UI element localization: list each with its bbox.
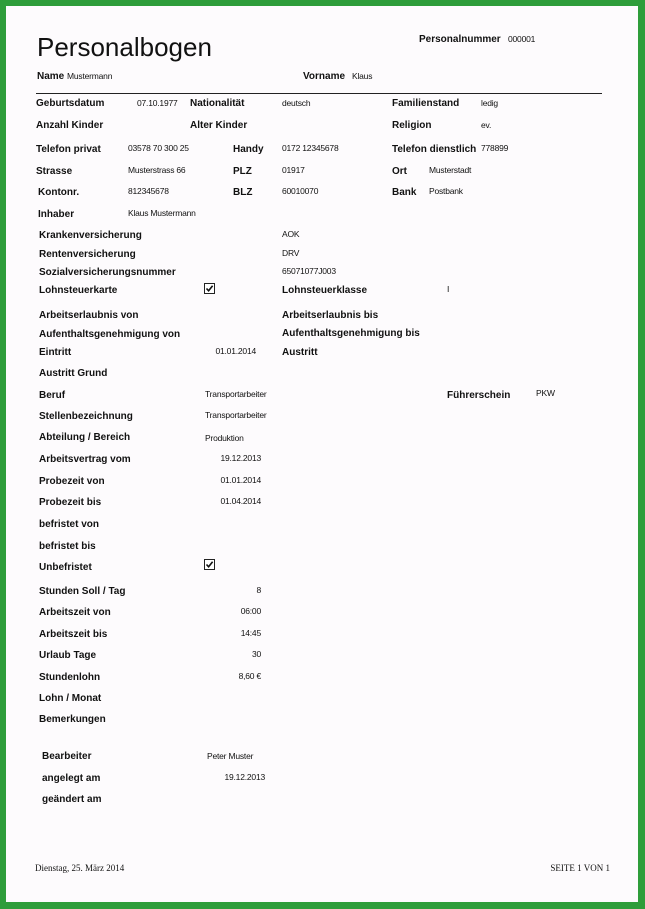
plz-label: PLZ — [233, 166, 252, 177]
lohnsteuerkarte-checkbox[interactable] — [204, 283, 215, 294]
bemerkungen-label: Bemerkungen — [39, 714, 106, 725]
lohnsteuerkarte-label: Lohnsteuerkarte — [39, 285, 118, 296]
checkmark-icon — [205, 560, 214, 569]
befristet-von-label: befristet von — [39, 519, 100, 530]
plz-value: 01917 — [282, 165, 305, 175]
renten-label: Rentenversicherung — [39, 249, 136, 260]
urlaub-value: 30 — [251, 649, 261, 659]
austritt-grund-label: Austritt Grund — [39, 368, 108, 379]
nationalitaet-value: deutsch — [282, 98, 311, 108]
vorname-value: Klaus — [352, 71, 373, 81]
stunden-label: Stunden Soll / Tag — [39, 586, 126, 597]
footer-date: Dienstag, 25. März 2014 — [35, 863, 125, 873]
befristet-bis-label: befristet bis — [39, 541, 96, 552]
stelle-label: Stellenbezeichnung — [39, 411, 133, 422]
personalnummer-value: 000001 — [508, 34, 536, 44]
telefon-dienst-label: Telefon dienstlich — [392, 144, 477, 155]
stelle-value: Transportarbeiter — [205, 410, 267, 420]
probe-bis-value: 01.04.2014 — [220, 496, 261, 506]
az-von-label: Arbeitszeit von — [39, 607, 111, 618]
abteilung-value: Produktion — [205, 433, 244, 443]
inhaber-label: Inhaber — [38, 209, 75, 220]
vertrag-label: Arbeitsvertrag vom — [39, 454, 131, 465]
lohn-label: Lohn / Monat — [39, 693, 102, 704]
kinder-label: Anzahl Kinder — [36, 120, 104, 131]
probe-von-value: 01.01.2014 — [220, 475, 261, 485]
az-von-value: 06:00 — [240, 606, 261, 616]
ort-value: Musterstadt — [429, 165, 472, 175]
vertrag-value: 19.12.2013 — [220, 453, 261, 463]
lohnsteuerklasse-label: Lohnsteuerklasse — [282, 285, 368, 296]
telefon-dienst-value: 778899 — [481, 143, 509, 153]
beruf-label: Beruf — [39, 390, 66, 401]
bearbeiter-value: Peter Muster — [207, 751, 254, 761]
blz-value: 60010070 — [282, 186, 319, 196]
nationalitaet-label: Nationalität — [190, 98, 245, 109]
geaendert-label: geändert am — [42, 794, 102, 805]
stundenlohn-label: Stundenlohn — [39, 672, 101, 683]
fuehrerschein-label: Führerschein — [447, 390, 511, 401]
telefon-value: 03578 70 300 25 — [128, 143, 189, 153]
page-title: Personalbogen — [37, 32, 212, 62]
sozial-value: 65071077J003 — [282, 266, 336, 276]
kranken-label: Krankenversicherung — [39, 230, 142, 241]
stunden-value: 8 — [256, 585, 261, 595]
renten-value: DRV — [282, 248, 300, 258]
footer-page-number: SEITE 1 VON 1 — [550, 863, 610, 873]
familienstand-value: ledig — [481, 98, 498, 108]
header-divider — [36, 93, 602, 94]
geburtsdatum-value: 07.10.1977 — [137, 98, 178, 108]
familienstand-label: Familienstand — [392, 98, 460, 109]
konto-value: 812345678 — [128, 186, 169, 196]
probe-von-label: Probezeit von — [39, 476, 105, 487]
ort-label: Ort — [392, 166, 407, 177]
lohnsteuerklasse-value: I — [447, 284, 450, 294]
aufenthalt-bis-label: Aufenthaltsgenehmigung bis — [282, 328, 420, 339]
arbeit-bis-label: Arbeitserlaubnis bis — [282, 310, 379, 321]
blz-label: BLZ — [233, 187, 253, 198]
strasse-value: Musterstrass 66 — [128, 165, 186, 175]
az-bis-label: Arbeitszeit bis — [39, 629, 108, 640]
unbefristet-checkbox[interactable] — [204, 559, 215, 570]
name-value: Mustermann — [67, 71, 113, 81]
inhaber-value: Klaus Mustermann — [128, 208, 196, 218]
bearbeiter-label: Bearbeiter — [42, 751, 92, 762]
religion-value: ev. — [481, 120, 492, 130]
beruf-value: Transportarbeiter — [205, 389, 267, 399]
bank-label: Bank — [392, 187, 417, 198]
az-bis-value: 14:45 — [240, 628, 261, 638]
eintritt-value: 01.01.2014 — [215, 346, 256, 356]
document-page — [6, 6, 638, 902]
telefon-label: Telefon privat — [36, 144, 101, 155]
arbeit-von-label: Arbeitserlaubnis von — [39, 310, 139, 321]
religion-label: Religion — [392, 120, 432, 131]
konto-label: Kontonr. — [38, 187, 80, 198]
urlaub-label: Urlaub Tage — [39, 650, 97, 661]
strasse-label: Strasse — [36, 166, 73, 177]
angelegt-label: angelegt am — [42, 773, 101, 784]
geburtsdatum-label: Geburtsdatum — [36, 98, 105, 109]
personalnummer-label: Personalnummer — [419, 34, 501, 45]
austritt-label: Austritt — [282, 347, 318, 358]
sozial-label: Sozialversicherungsnummer — [39, 267, 176, 278]
handy-label: Handy — [233, 144, 264, 155]
aufenthalt-von-label: Aufenthaltsgenehmigung von — [39, 329, 181, 340]
handy-value: 0172 12345678 — [282, 143, 339, 153]
alter-kinder-label: Alter Kinder — [190, 120, 248, 131]
name-label: Name — [37, 71, 65, 82]
probe-bis-label: Probezeit bis — [39, 497, 102, 508]
abteilung-label: Abteilung / Bereich — [39, 432, 131, 443]
stundenlohn-value: 8,60 € — [238, 671, 261, 681]
vorname-label: Vorname — [303, 71, 346, 82]
checkmark-icon — [205, 284, 214, 293]
kranken-value: AOK — [282, 229, 300, 239]
unbefristet-label: Unbefristet — [39, 562, 92, 573]
fuehrerschein-value: PKW — [536, 388, 555, 398]
bank-value: Postbank — [429, 186, 463, 196]
angelegt-value: 19.12.2013 — [224, 772, 265, 782]
eintritt-label: Eintritt — [39, 347, 72, 358]
